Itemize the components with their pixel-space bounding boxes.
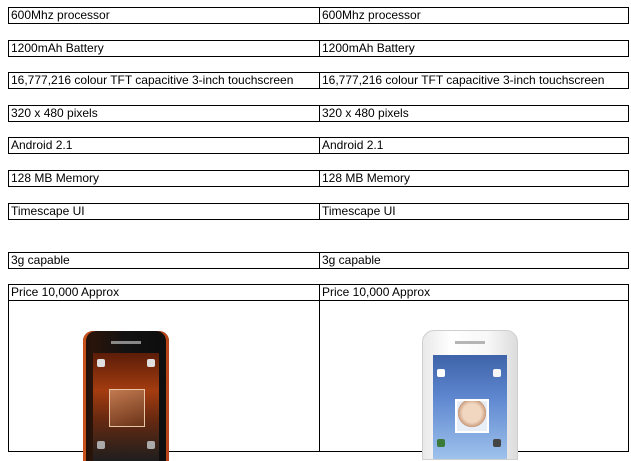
spec-right-processor: 600Mhz processor — [322, 8, 421, 22]
dock-icon — [493, 439, 501, 447]
phone-walkman-image — [83, 331, 169, 461]
phone-xperia-image — [422, 330, 518, 460]
phone-screen — [93, 353, 159, 461]
spec-right-3g: 3g capable — [322, 253, 381, 267]
spec-row-memory — [8, 170, 629, 187]
spec-left-3g: 3g capable — [9, 253, 320, 268]
spec-left-memory: 128 MB Memory — [9, 171, 320, 186]
spec-row-resolution — [8, 105, 629, 122]
app-icon — [97, 359, 105, 367]
spec-row-os — [8, 137, 629, 154]
spec-left-resolution: 320 x 480 pixels — [9, 106, 320, 121]
spec-left-screen: 16,777,216 colour TFT capacitive 3-inch touchscreen — [9, 73, 320, 88]
spec-row-3g — [8, 252, 629, 269]
dock-icon — [147, 441, 155, 449]
phone-screen — [433, 355, 507, 459]
spec-row-processor — [8, 7, 629, 24]
phone-images-row — [8, 300, 629, 452]
spec-right-screen: 16,777,216 colour TFT capacitive 3-inch touchscreen — [322, 73, 605, 87]
spec-row-battery — [8, 40, 629, 57]
contact-photo — [455, 399, 489, 433]
phone-image-left — [9, 300, 320, 451]
spec-row-screen — [8, 72, 629, 89]
brand-logo-icon — [455, 341, 485, 344]
spec-left-battery: 1200mAh Battery — [9, 41, 320, 56]
app-icon — [437, 369, 445, 377]
spec-left-ui: Timescape UI — [9, 204, 320, 219]
spec-right-os: Android 2.1 — [322, 138, 384, 152]
brand-logo-icon — [111, 341, 141, 344]
spec-right-price: Price 10,000 Approx — [322, 285, 431, 299]
spec-left-processor: 600Mhz processor — [9, 8, 320, 23]
spec-row-price — [8, 284, 629, 301]
spec-left-price: Price 10,000 Approx — [9, 285, 320, 300]
phone-image-right — [320, 300, 628, 451]
dock-icon — [97, 441, 105, 449]
dock-icon — [437, 439, 445, 447]
spec-right-battery: 1200mAh Battery — [322, 41, 415, 55]
walkman-icon — [147, 359, 155, 367]
app-icon — [493, 369, 501, 377]
spec-left-os: Android 2.1 — [9, 138, 320, 153]
spec-right-memory: 128 MB Memory — [322, 171, 411, 185]
spec-right-resolution: 320 x 480 pixels — [322, 106, 409, 120]
spec-right-ui: Timescape UI — [322, 204, 396, 218]
spec-row-ui — [8, 203, 629, 220]
photo-widget — [109, 389, 145, 427]
